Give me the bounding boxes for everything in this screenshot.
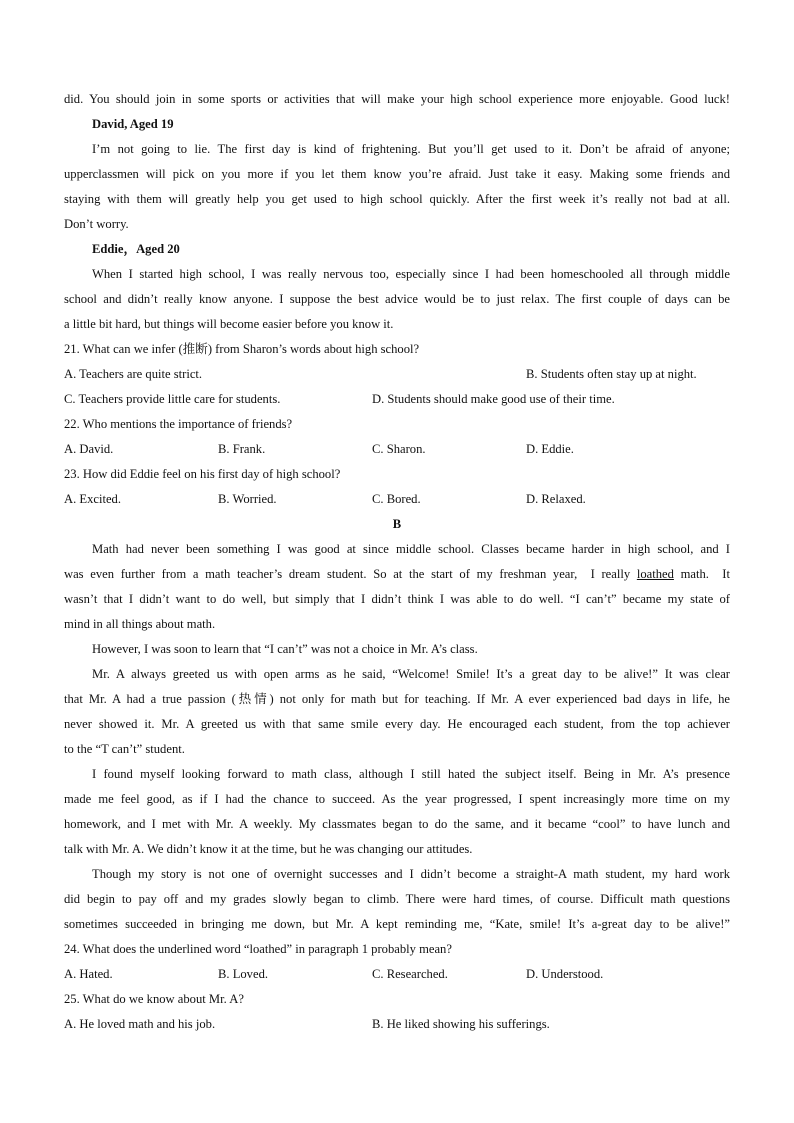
question-22: 22. Who mentions the importance of friends?	[64, 417, 293, 431]
passage-b-line: homework, and I met with Mr. A weekly. My classmates began to do the same, and it became “cool” to have lunch and	[64, 817, 730, 831]
passage-b-line	[64, 562, 730, 587]
q25-option-b: B. He liked showing his sufferings.	[372, 1017, 550, 1031]
passage-b-line: wasn’t that I didn’t want to do well, but simply that I didn’t think I was able to do well. “I can’t” became my state of	[64, 592, 730, 606]
passage-b-line: Though my story is not one of overnight successes and I didn’t become a straight-A math student, my hard work	[92, 867, 730, 881]
q21-option-d: D. Students should make good use of their time.	[372, 392, 615, 406]
passage-b-line: made me feel good, as if I had the chance to succeed. As the year progressed, I spent increasingly more time on my	[64, 792, 730, 806]
underlined-word: loathed	[636, 567, 674, 581]
passage-a-line: did. You should join in some sports or activities that will make your high school experience more enjoyable. Good luck!	[64, 92, 730, 106]
david-heading: David, Aged 19	[92, 117, 174, 131]
eddie-heading: Eddie，Aged 20	[92, 242, 180, 256]
question-24: 24. What does the underlined word “loathed” in paragraph 1 probably mean?	[64, 942, 452, 956]
eddie-line: a little bit hard, but things will become easier before you know it.	[64, 317, 394, 331]
passage-b-line: However, I was soon to learn that “I can’t” was not a choice in Mr. A’s class.	[92, 642, 478, 656]
q24-option-b: B. Loved.	[218, 967, 269, 981]
passage-b-line: Mr. A always greeted us with open arms as he said, “Welcome! Smile! It’s a great day to be alive!” It was clear	[92, 667, 730, 681]
q25-option-a: A. He loved math and his job.	[64, 1017, 216, 1031]
q22-option-b: B. Frank.	[218, 442, 266, 456]
q22-option-d: D. Eddie.	[526, 442, 574, 456]
q22-option-a: A. David.	[64, 442, 114, 456]
passage-b-line: I found myself looking forward to math class, although I still hated the subject itself. Being in Mr. A’s presence	[92, 767, 730, 781]
david-line: staying with them will greatly help you get used to high school quickly. After the first week it’s really not bad at all.	[64, 192, 730, 206]
passage-b-line: mind in all things about math.	[64, 617, 216, 631]
q23-option-b: B. Worried.	[218, 492, 277, 506]
passage-b-text: math. It	[673, 567, 730, 581]
q24-option-c: C. Researched.	[372, 967, 448, 981]
q24-option-d: D. Understood.	[526, 967, 604, 981]
david-line: upperclassmen will pick on you more if you let them know you’re afraid. Just take it easy. Making some friends and	[64, 167, 730, 181]
passage-b-text: was even further from a math teacher’s dream student. So at the start of my freshman year, I really	[64, 567, 637, 581]
q23-option-c: C. Bored.	[372, 492, 421, 506]
eddie-line: school and didn’t really know anyone. I suppose the best advice would be to just relax. The first couple of days can be	[64, 292, 730, 306]
david-line: I’m not going to lie. The first day is kind of frightening. But you’ll get used to it. Don’t be afraid of anyone;	[92, 142, 730, 156]
q21-option-c: C. Teachers provide little care for students.	[64, 392, 281, 406]
question-23: 23. How did Eddie feel on his first day of high school?	[64, 467, 341, 481]
passage-b-line: talk with Mr. A. We didn’t know it at the time, but he was changing our attitudes.	[64, 842, 473, 856]
passage-b-line: never showed it. Mr. A greeted us with that same smile every day. He encouraged each student, from the top achiever	[64, 717, 730, 731]
q22-option-c: C. Sharon.	[372, 442, 426, 456]
q24-option-a: A. Hated.	[64, 967, 113, 981]
passage-b-line: that Mr. A had a true passion (热情) not only for math but for teaching. If Mr. A ever experienced bad days in life, he	[64, 692, 730, 706]
passage-b-line: Math had never been something I was good at since middle school. Classes became harder in high school, and I	[92, 542, 730, 556]
question-25: 25. What do we know about Mr. A?	[64, 992, 244, 1006]
q23-option-a: A. Excited.	[64, 492, 122, 506]
passage-b-line: did begin to pay off and my grades slowly began to climb. There were hard times, of course. Difficult math questions	[64, 892, 730, 906]
eddie-line: When I started high school, I was really nervous too, especially since I had been homeschooled all through middle	[92, 267, 730, 281]
passage-b-line: to the “T can’t” student.	[64, 742, 185, 756]
q21-option-a: A. Teachers are quite strict.	[64, 367, 203, 381]
passage-b-heading: B	[392, 517, 402, 531]
question-21: 21. What can we infer (推断) from Sharon’s words about high school?	[64, 342, 420, 356]
q21-option-b: B. Students often stay up at night.	[526, 367, 697, 381]
passage-b-line: sometimes succeeded in bringing me down, but Mr. A kept reminding me, “Kate, smile! It’s a-great day to be alive!”	[64, 917, 730, 931]
david-line: Don’t worry.	[64, 217, 129, 231]
q23-option-d: D. Relaxed.	[526, 492, 586, 506]
